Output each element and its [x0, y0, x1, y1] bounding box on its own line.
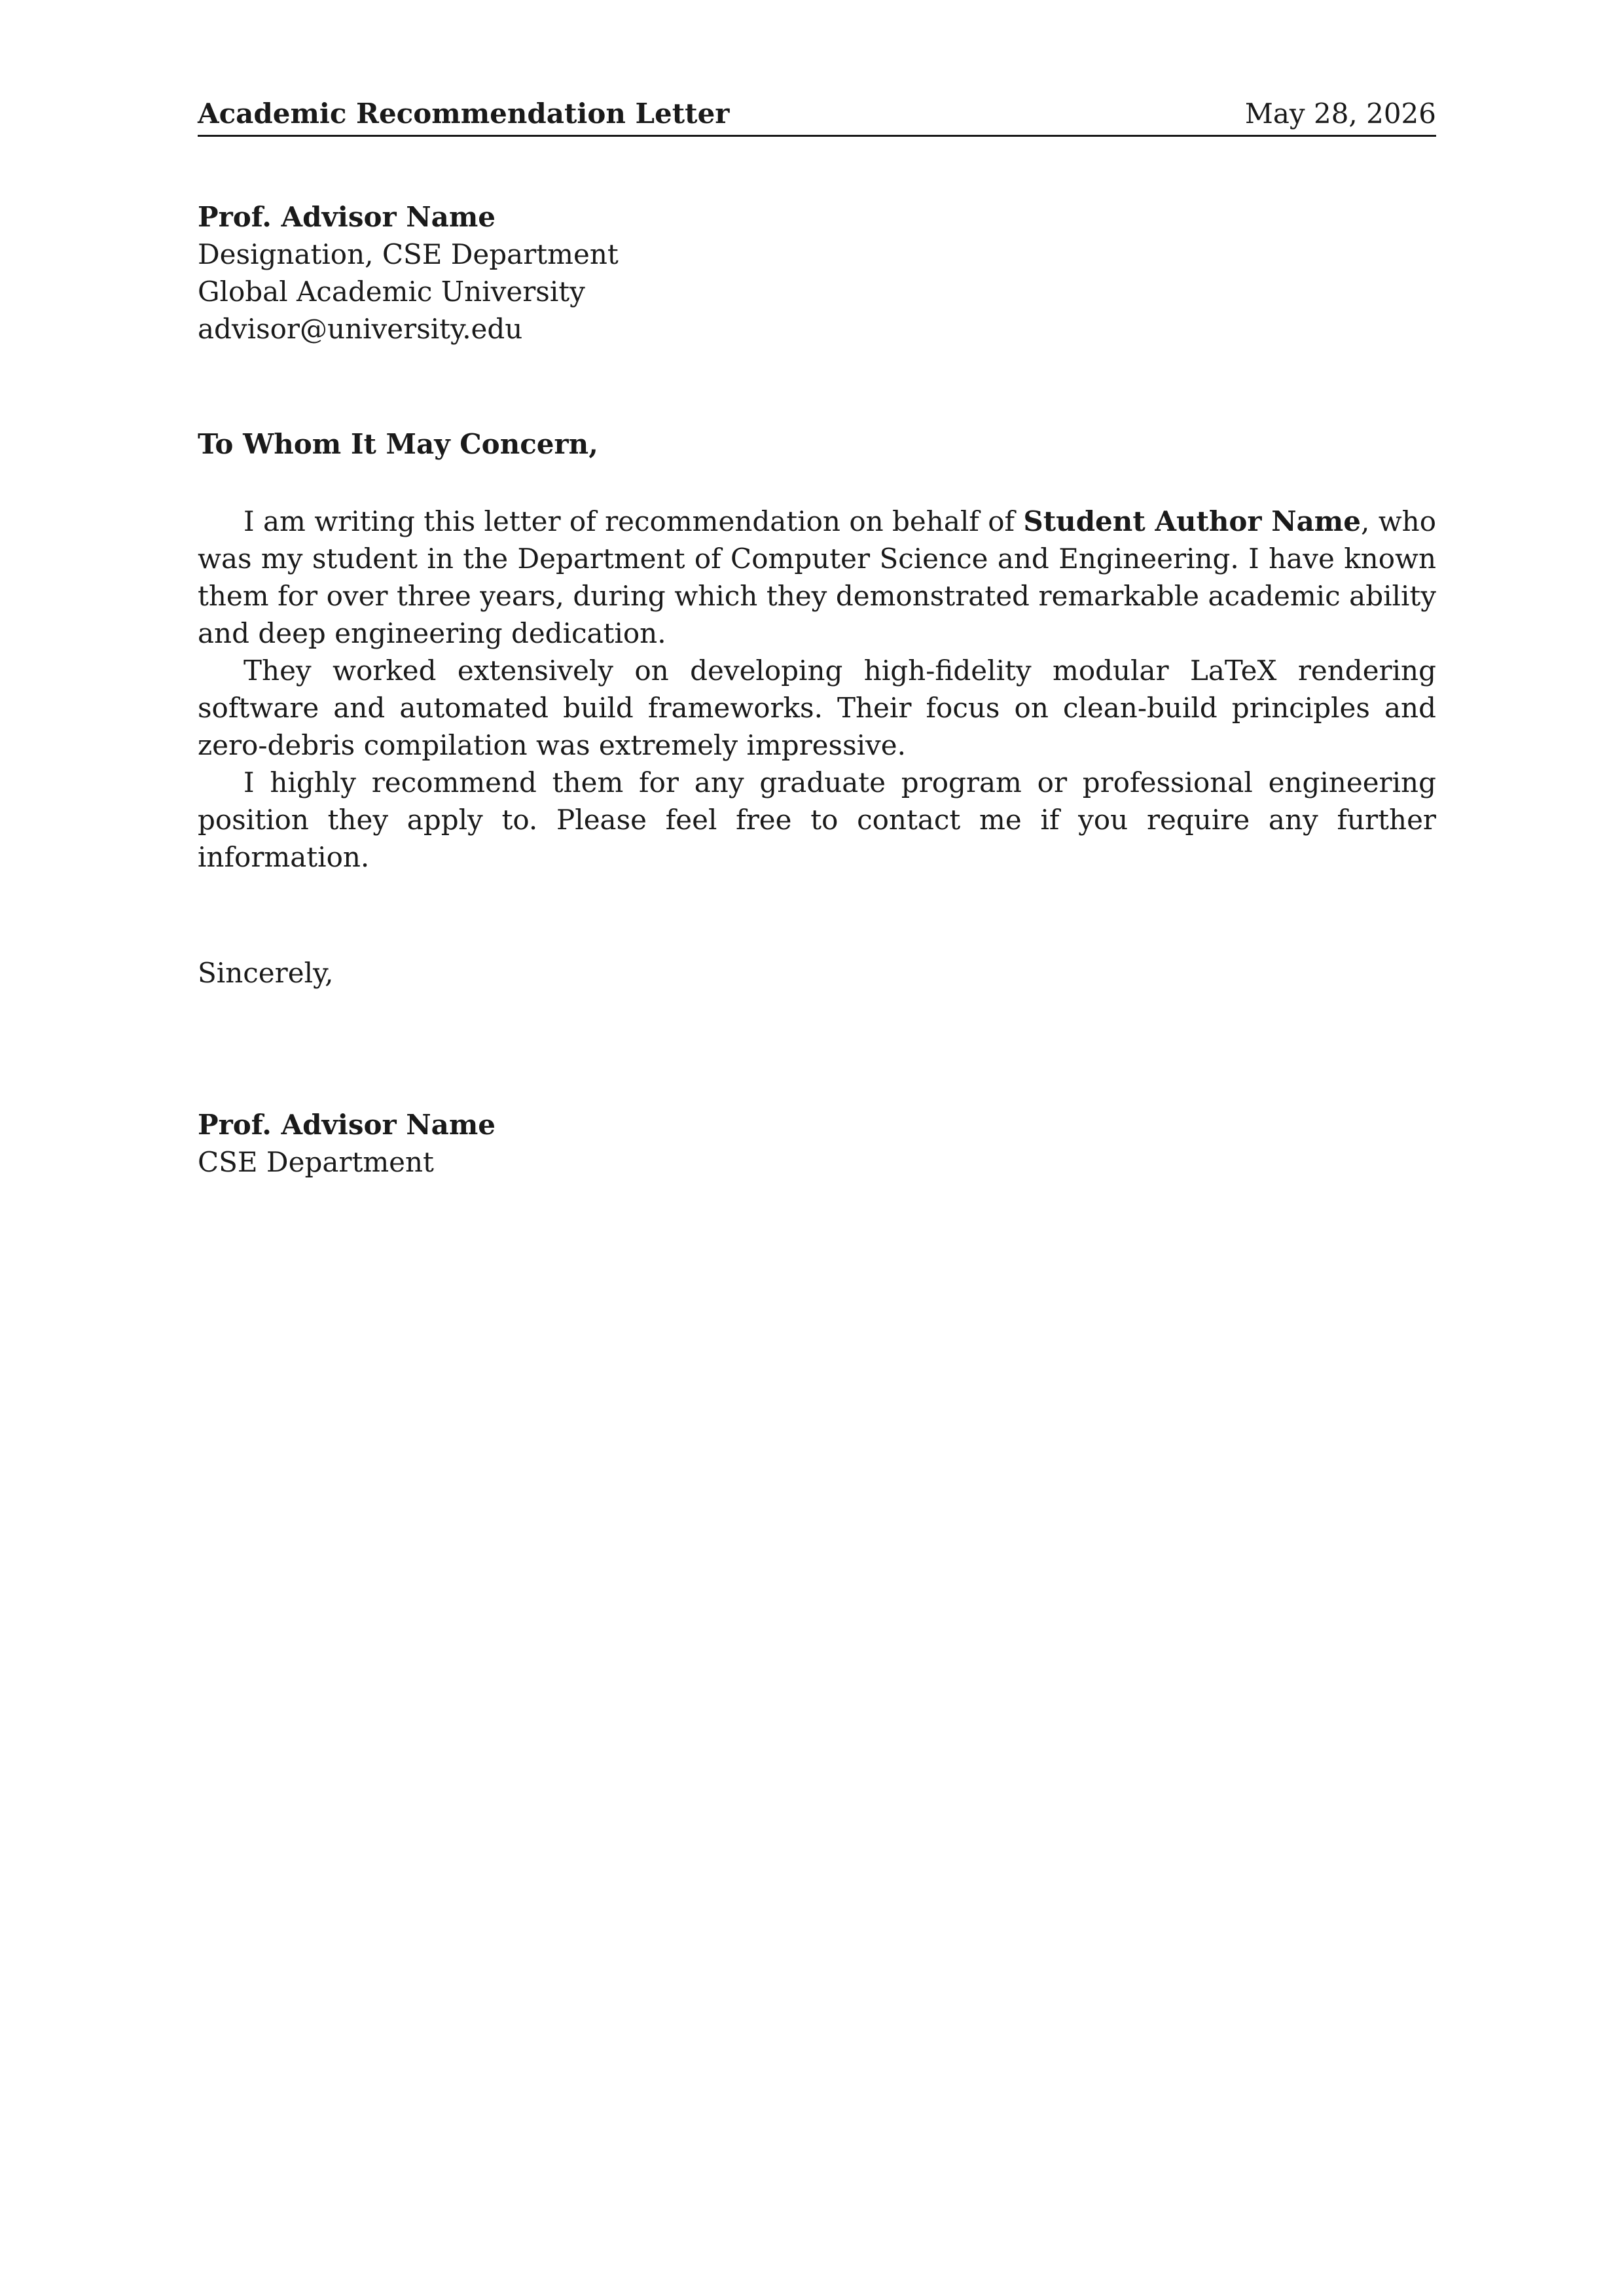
salutation: To Whom It May Concern,: [198, 428, 598, 460]
student-name: Student Author Name: [1023, 505, 1361, 537]
sender-name: Prof. Advisor Name: [198, 201, 496, 233]
signature-department: CSE Department: [198, 1146, 434, 1178]
body-paragraph-1-rest: , who was my student in the Department of Computer Science and Engineering. I have known them for over three years, during which they demonstrated remarkable academic ability and deep engineering dedication.: [198, 505, 1436, 649]
signature-name: Prof. Advisor Name: [198, 1109, 496, 1141]
sender-designation: Designation, CSE Department: [198, 238, 619, 270]
body-paragraph-1-lead: I am writing this letter of recommendation on behalf of: [244, 505, 1024, 537]
body-paragraph-3: I highly recommend them for any graduate program or professional engineering position they apply to. Please feel free to contact me if you require any further information.: [198, 766, 1436, 873]
letter-body: [198, 503, 1436, 876]
salutation-block: [198, 425, 1436, 463]
body-paragraph-2: They worked extensively on developing high-fidelity modular LaTeX rendering software and automated build frameworks. Their focus on clean-build principles and zero-debris compilation was extremely impressive.: [198, 655, 1436, 761]
letter-date: May 28, 2026: [1244, 98, 1436, 130]
closing: Sincerely,: [198, 957, 334, 989]
sender-university: Global Academic University: [198, 276, 585, 308]
sender-block: [198, 198, 1436, 348]
body-paragraph-1: [198, 503, 1436, 652]
sender-email: advisor@university.edu: [198, 313, 523, 345]
signature-block: [198, 1106, 1436, 1181]
letter-title: Academic Recommendation Letter: [198, 98, 730, 130]
page-header: [198, 92, 1436, 137]
closing-block: [198, 954, 1436, 992]
